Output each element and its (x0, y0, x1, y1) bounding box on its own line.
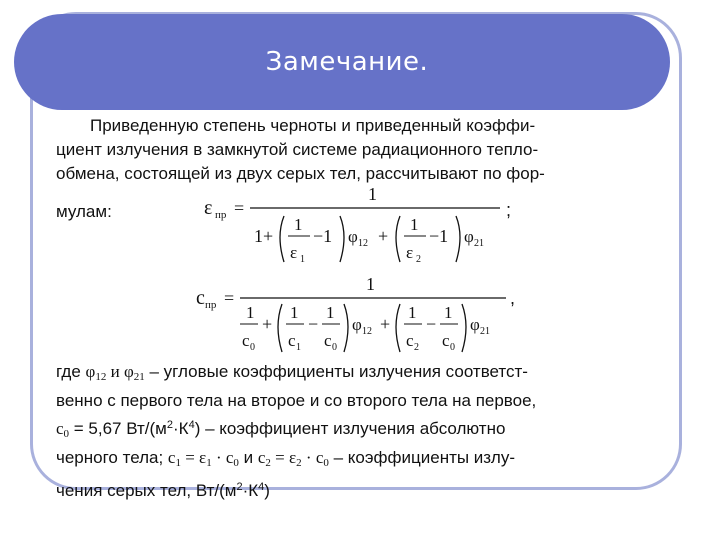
intro-line-3: обмена, состоящей из двух серых тел, рассчитывают по фор- (56, 164, 545, 183)
formula2-t5-den-sub: 0 (450, 342, 455, 353)
formula1-one-plus: 1+ (254, 226, 274, 246)
intro-line-4: мулам: (56, 202, 112, 221)
expl-c1-times-c: · c (211, 448, 234, 467)
expl-c1: c (167, 448, 176, 467)
expl-line-3-b: ·К (173, 419, 189, 438)
formula2-t4-den-sub: 2 (414, 342, 419, 353)
formula2-comma: , (510, 288, 516, 308)
formula1-phi12: φ (348, 227, 358, 246)
formula2-paren-left-2 (396, 304, 400, 352)
formula2-paren-left-1 (278, 304, 282, 352)
expl-c2-c0-sub: 0 (323, 457, 329, 469)
expl-phi12: φ (85, 362, 96, 381)
formula1-paren-right-2 (456, 216, 460, 262)
formula2-t4-den: c (406, 331, 414, 350)
slide-title: Замечание. (265, 47, 429, 77)
formula2-t5-den: c (442, 331, 450, 350)
formula1-eps1: ε (290, 243, 298, 262)
expl-line-3-sup4: 4 (188, 419, 195, 431)
expl-line-5-b: ·К (242, 481, 259, 500)
expl-line-5-a: чения серых тел, Вт/(м (56, 481, 237, 500)
formula-label-line (56, 200, 112, 224)
formula2-t3-den-sub: 0 (332, 342, 337, 353)
formula1-eps2-sub: 2 (416, 254, 421, 265)
formula1-paren-left-2 (396, 216, 400, 262)
expl-c2-sub: 2 (265, 457, 271, 469)
expl-c2-eq-eps: = ε (270, 448, 297, 467)
formula2-t1-num: 1 (246, 303, 255, 322)
formula2-equals: = (224, 288, 235, 308)
formula1-minus2: −1 (429, 226, 449, 246)
expl-and: и (106, 362, 124, 381)
formula1-frac1-num: 1 (294, 215, 303, 234)
formula-coefficient (190, 270, 530, 358)
expl-line-4-and: и (238, 448, 258, 467)
formula2-lhs-sub: пр (205, 299, 217, 311)
expl-eps1-sub: 1 (206, 457, 212, 469)
formula1-phi12-sub: 12 (358, 238, 368, 249)
formula2-plus-2: + (380, 314, 391, 334)
formula2-phi12-sub: 12 (362, 326, 372, 337)
expl-line-3-sup2: 2 (166, 419, 173, 431)
formula2-t1-den-sub: 0 (250, 342, 255, 353)
formula1-frac2-num: 1 (410, 215, 419, 234)
formula1-lhs: ε (204, 197, 213, 219)
formula2-t1-den: c (242, 331, 250, 350)
expl-phi21: φ (123, 362, 134, 381)
formula2-phi12: φ (352, 315, 362, 334)
formula2-paren-right-1 (344, 304, 348, 352)
formula1-phi21: φ (464, 227, 474, 246)
formula1-eps1-sub: 1 (300, 254, 305, 265)
expl-line-4-b: – коэффициенты излу- (328, 448, 515, 467)
formula2-t2-den: c (288, 331, 296, 350)
formula1-paren-right-1 (340, 216, 344, 262)
expl-line-4-a: черного тела; (56, 448, 168, 467)
expl-c1-sub: 1 (175, 457, 181, 469)
expl-c2: c (257, 448, 266, 467)
expl-c2-times-c: · c (301, 448, 324, 467)
formula1-minus1: −1 (313, 226, 333, 246)
expl-line-5-sup4: 4 (258, 481, 265, 493)
formula2-lhs: c (196, 287, 205, 309)
formula2-phi21-sub: 21 (480, 326, 490, 337)
expl-phi21-sub: 21 (133, 371, 145, 383)
formula2-t5-num: 1 (444, 303, 453, 322)
formula1-equals: = (234, 198, 245, 218)
expl-line-1-rest: – угловые коэффициенты излучения соответст- (144, 362, 528, 381)
expl-where: где (56, 362, 86, 381)
expl-phi12-sub: 12 (95, 371, 107, 383)
formula2-t3-den: c (324, 331, 332, 350)
expl-line-3-a: = 5,67 Вт/(м (69, 419, 167, 438)
formula2-t2-num: 1 (290, 303, 299, 322)
formula1-plus: + (378, 226, 389, 246)
expl-eps2-sub: 2 (296, 457, 302, 469)
title-bar (14, 14, 670, 110)
formula1-eps2: ε (406, 243, 414, 262)
formula1-lhs-sub: пр (215, 209, 227, 221)
formula2-t3-num: 1 (326, 303, 335, 322)
intro-line-1: Приведенную степень черноты и приведенный коэффи- (90, 116, 536, 135)
formula-emissivity (200, 176, 540, 272)
formula2-t4-num: 1 (408, 303, 417, 322)
formula2-plus-1: + (262, 314, 273, 334)
expl-line-5-c: ) (264, 481, 270, 500)
explanation-paragraph (56, 360, 656, 503)
expl-line-2: венно с первого тела на второе и со второго тела на первое, (56, 391, 537, 410)
formula1-numerator: 1 (368, 184, 377, 204)
intro-line-2: циент излучения в замкнутой системе радиационного тепло- (56, 140, 539, 159)
formula2-t2-den-sub: 1 (296, 342, 301, 353)
formula2-paren-right-2 (462, 304, 466, 352)
formula1-phi21-sub: 21 (474, 238, 484, 249)
formula1-semicolon: ; (506, 200, 512, 220)
formula2-numerator: 1 (366, 274, 375, 294)
formula2-phi21: φ (470, 315, 480, 334)
formula2-minus-2: − (426, 314, 437, 334)
expl-c0-sub: 0 (63, 428, 70, 440)
expl-line-3-c: ) – коэффициент излучения абсолютно (194, 419, 506, 438)
expl-c1-c0-sub: 0 (233, 457, 239, 469)
expl-line-5-sup2: 2 (236, 481, 243, 493)
explanation-block (56, 360, 656, 503)
formula1-paren-left-1 (280, 216, 284, 262)
expl-c0: c (56, 419, 64, 438)
formula2-minus-1: − (308, 314, 319, 334)
expl-c1-eq-eps: = ε (180, 448, 207, 467)
